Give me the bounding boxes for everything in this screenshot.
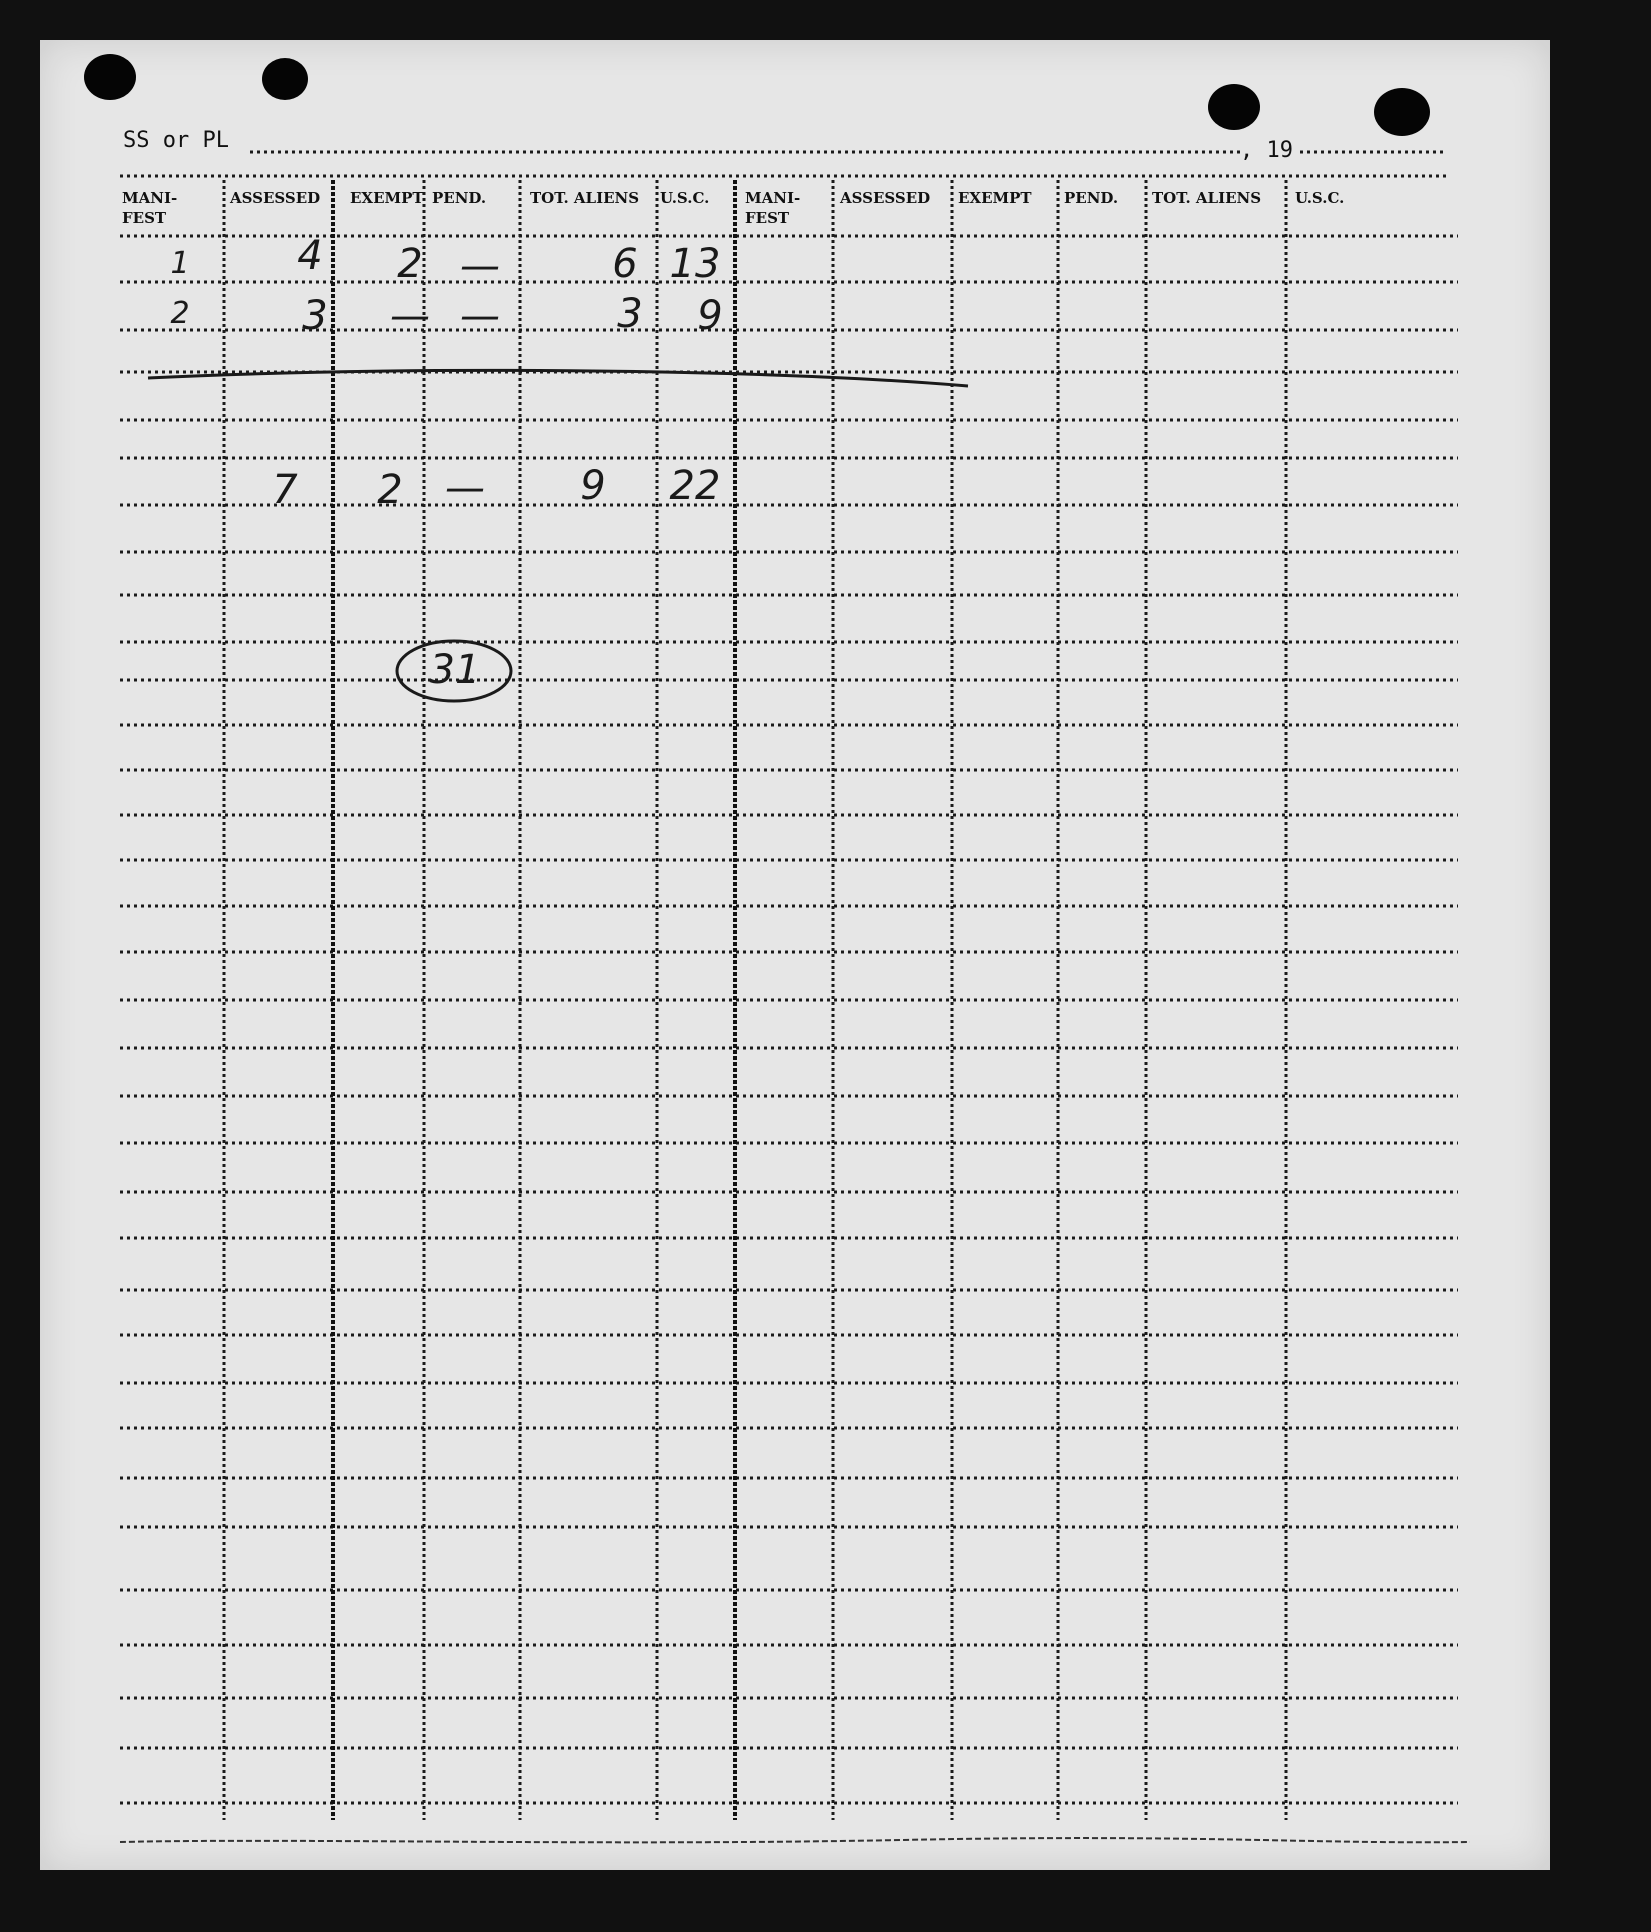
punch-hole-4 [1374,88,1430,136]
row2-exempt: — [390,293,430,339]
punch-hole-1 [84,54,136,100]
totals-exempt: 2 [377,467,403,513]
row2-usc: 9 [697,293,723,339]
header-usc-left: U.S.C. [660,189,710,207]
row2-assessed: 3 [302,293,328,339]
punch-hole-2 [262,58,308,100]
row1-manifest: 1 [170,246,190,281]
header-assessed-left: ASSESSED [230,189,321,207]
row1-assessed: 4 [297,233,323,279]
header-manifest-right: MANI- FEST [745,189,801,227]
totals-tot-aliens: 9 [580,463,606,509]
header-pend-right: PEND. [1064,189,1119,207]
header-exempt-right: EXEMPT [958,189,1032,207]
row1-usc: 13 [669,241,721,287]
header-assessed-right: ASSESSED [840,189,931,207]
header-pend-left: PEND. [432,189,487,207]
year-label: , 19 [1240,138,1293,163]
header-usc-right: U.S.C. [1295,189,1345,207]
header-tot-aliens-right: TOT. ALIENS [1152,189,1262,207]
grand-total: 31 [429,647,481,693]
row2-tot-aliens: 3 [617,291,643,337]
header-tot-aliens-left: TOT. ALIENS [530,189,640,207]
header-exempt-left: EXEMPT [350,189,424,207]
row1-pend: — [460,243,500,289]
totals-assessed: 7 [272,467,298,513]
totals-usc: 22 [669,463,721,509]
totals-pend: — [445,465,485,511]
row1-exempt: 2 [397,241,423,287]
row2-manifest: 2 [170,296,190,331]
form-sheet [40,40,1550,1870]
punch-hole-3 [1208,84,1260,130]
row2-pend: — [460,293,500,339]
row1-tot-aliens: 6 [612,241,638,287]
header-manifest-left: MANI- FEST [122,189,178,227]
vessel-label: SS or PL [123,128,229,153]
